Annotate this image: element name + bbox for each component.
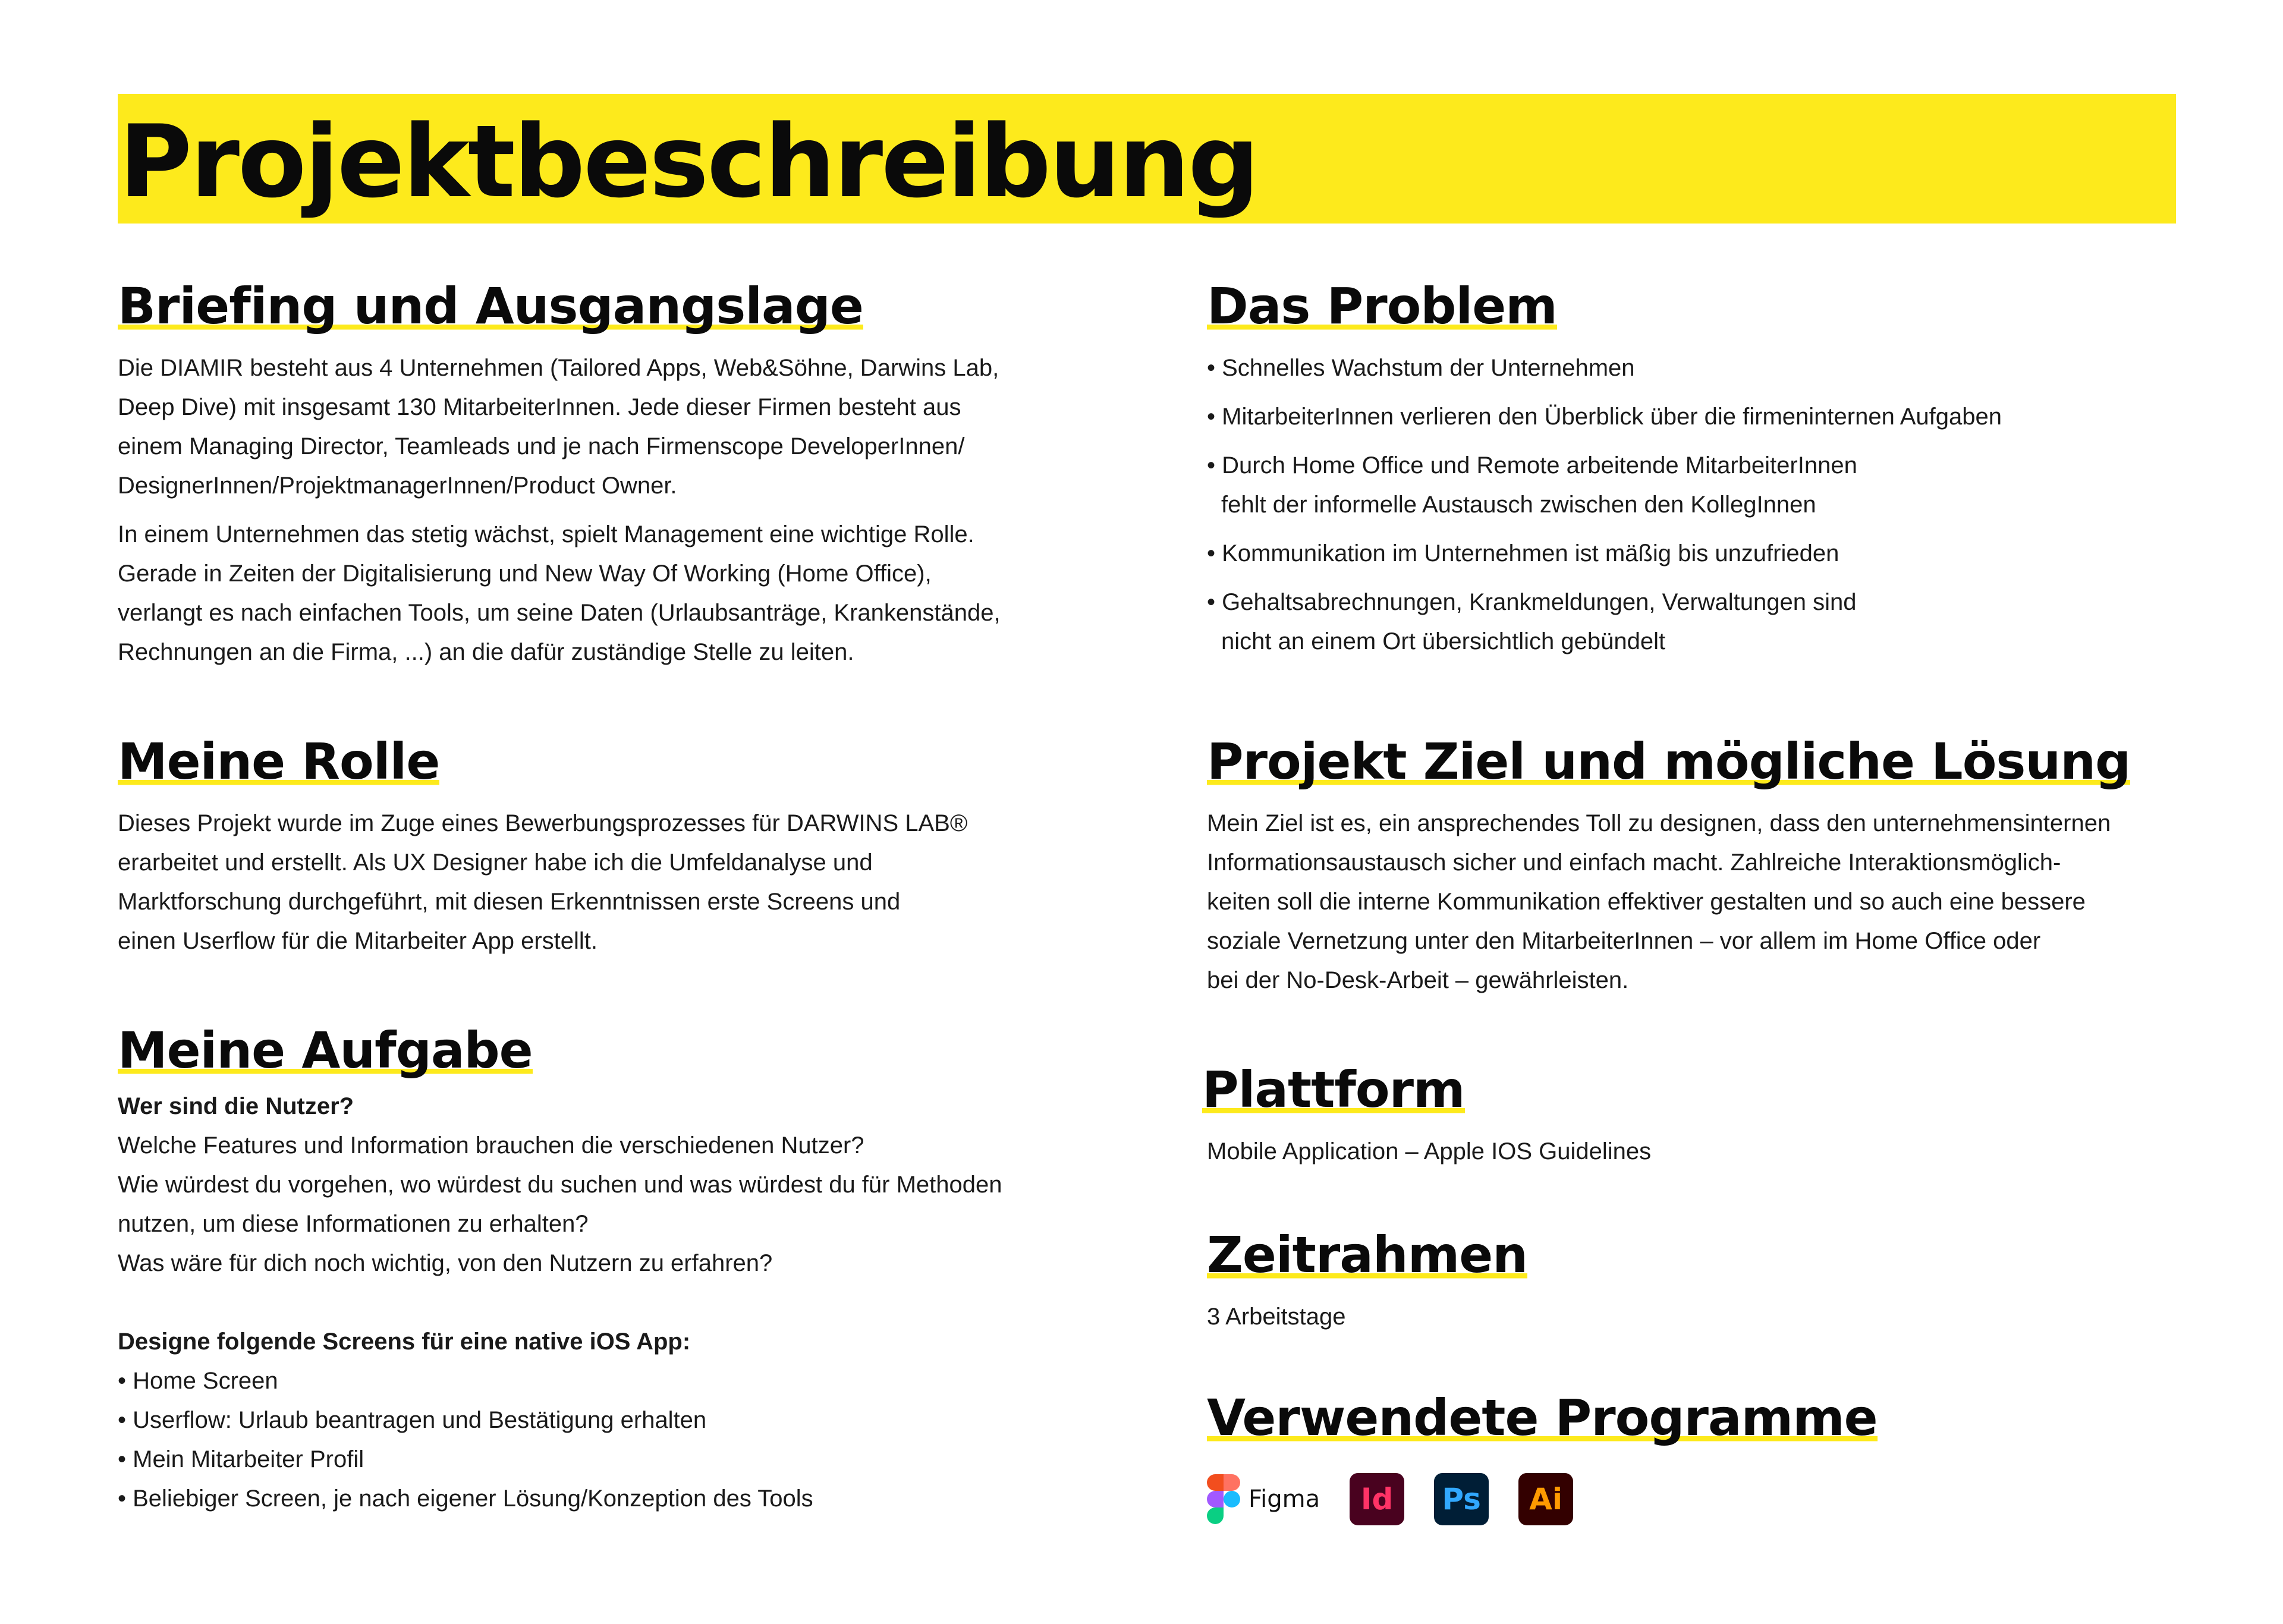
section-heading: Projekt Ziel und mögliche Lösung — [1207, 729, 2130, 794]
section-heading: Briefing und Ausgangslage — [118, 273, 863, 339]
text-line: Deep Dive) mit insgesamt 130 MitarbeiterInnen. Jede dieser Firmen besteht aus — [118, 394, 961, 420]
list-item: • Gehaltsabrechnungen, Krankmeldungen, Verwaltungen sind nicht an einem Ort übersichtlich gebündelt — [1207, 589, 1857, 654]
section-heading: Meine Rolle — [118, 729, 439, 794]
section-ziel — [1207, 729, 2218, 1000]
section-heading: Plattform — [1202, 1057, 1465, 1122]
text-line: Mein Ziel ist es, ein ansprechendes Toll zu designen, dass den unternehmensinternen — [1207, 810, 2111, 836]
text-line: Rechnungen an die Firma, ...) an die dafür zuständige Stelle zu leiten. — [118, 639, 854, 665]
list-item: • Userflow: Urlaub beantragen und Bestätigung erhalten — [118, 1407, 707, 1433]
tool-figma — [1207, 1474, 1320, 1525]
text-line: Wie würdest du vorgehen, wo würdest du suchen und was würdest du für Methoden — [118, 1172, 1002, 1198]
text-line: einem Managing Director, Teamleads und je nach Firmenscope DeveloperInnen/ — [118, 433, 965, 459]
text-line: erarbeitet und erstellt. Als UX Designer habe ich die Umfeldanalyse und — [118, 849, 873, 876]
page-title: Projektbeschreibung — [119, 103, 1258, 220]
illustrator-icon: Ai — [1518, 1473, 1573, 1525]
text-line: Informationsaustausch sicher und einfach macht. Zahlreiche Interaktionsmöglich- — [1207, 849, 2061, 876]
section-heading: Verwendete Programme — [1207, 1385, 1878, 1450]
section-heading: Meine Aufgabe — [118, 1018, 533, 1083]
paragraph — [118, 1087, 1128, 1518]
tool-list — [1207, 1473, 2218, 1525]
paragraph — [118, 804, 1128, 961]
paragraph — [118, 515, 1128, 672]
list-item: • Beliebiger Screen, je nach eigener Lösung/Konzeption des Tools — [118, 1485, 813, 1512]
list-item: • Mein Mitarbeiter Profil — [118, 1446, 364, 1472]
text-line: nutzen, um diese Informationen zu erhalten? — [118, 1211, 589, 1237]
text-line: Marktforschung durchgeführt, mit diesen Erkenntnissen erste Screens und — [118, 889, 901, 915]
paragraph — [1207, 804, 2218, 1000]
text-line: Was wäre für dich noch wichtig, von den Nutzern zu erfahren? — [118, 1250, 773, 1276]
section-aufgabe — [118, 1018, 1128, 1518]
section-briefing — [118, 273, 1128, 672]
section-rolle — [118, 729, 1128, 961]
text-line: In einem Unternehmen das stetig wächst, spielt Management eine wichtige Rolle. — [118, 521, 974, 547]
title-banner — [118, 94, 2176, 224]
list-item: • Kommunikation im Unternehmen ist mäßig bis unzufrieden — [1207, 540, 1839, 566]
figma-icon — [1207, 1474, 1240, 1525]
text-line: Dieses Projekt wurde im Zuge eines Bewerbungsprozesses für DARWINS LAB® — [118, 810, 968, 836]
indesign-icon: Id — [1350, 1473, 1404, 1525]
section-plattform — [1202, 1057, 2213, 1171]
list-item: • Durch Home Office und Remote arbeitende MitarbeiterInnen fehlt der informelle Austausch zwischen den KollegInnen — [1207, 452, 1857, 518]
section-heading: Das Problem — [1207, 273, 1557, 339]
list-item: • Schnelles Wachstum der Unternehmen — [1207, 355, 1635, 381]
text-line: keiten soll die interne Kommunikation effektiver gestalten und so auch eine bessere — [1207, 889, 2086, 915]
zeitrahmen-text: 3 Arbeitstage — [1207, 1304, 1346, 1330]
text-line: verlangt es nach einfachen Tools, um seine Daten (Urlaubsanträge, Krankenstände, — [118, 600, 1001, 626]
text-line: Welche Features und Information brauchen die verschiedenen Nutzer? — [118, 1132, 864, 1159]
section-zeitrahmen — [1207, 1222, 2218, 1336]
text-line: einen Userflow für die Mitarbeiter App erstellt. — [118, 928, 598, 954]
photoshop-icon: Ps — [1434, 1473, 1489, 1525]
text-line: soziale Vernetzung unter den MitarbeiterInnen – vor allem im Home Office oder — [1207, 928, 2041, 954]
subheading: Wer sind die Nutzer? — [118, 1093, 354, 1119]
subheading: Designe folgende Screens für eine native iOS App: — [118, 1329, 691, 1355]
section-problem — [1207, 273, 2218, 671]
list-item: • Home Screen — [118, 1368, 278, 1394]
text-line: Gerade in Zeiten der Digitalisierung und New Way Of Working (Home Office), — [118, 561, 932, 587]
figma-label: Figma — [1249, 1485, 1320, 1513]
bullet-list — [1207, 348, 2218, 661]
text-line: Die DIAMIR besteht aus 4 Unternehmen (Tailored Apps, Web&Söhne, Darwins Lab, — [118, 355, 999, 381]
paragraph — [118, 348, 1128, 505]
section-programme — [1207, 1385, 2218, 1525]
plattform-text: Mobile Application – Apple IOS Guidelines — [1207, 1138, 1652, 1165]
text-line: bei der No-Desk-Arbeit – gewährleisten. — [1207, 967, 1629, 993]
text-line: DesignerInnen/ProjektmanagerInnen/Product Owner. — [118, 473, 677, 499]
list-item: • MitarbeiterInnen verlieren den Überblick über die firmeninternen Aufgaben — [1207, 404, 2002, 430]
section-heading: Zeitrahmen — [1207, 1222, 1527, 1288]
